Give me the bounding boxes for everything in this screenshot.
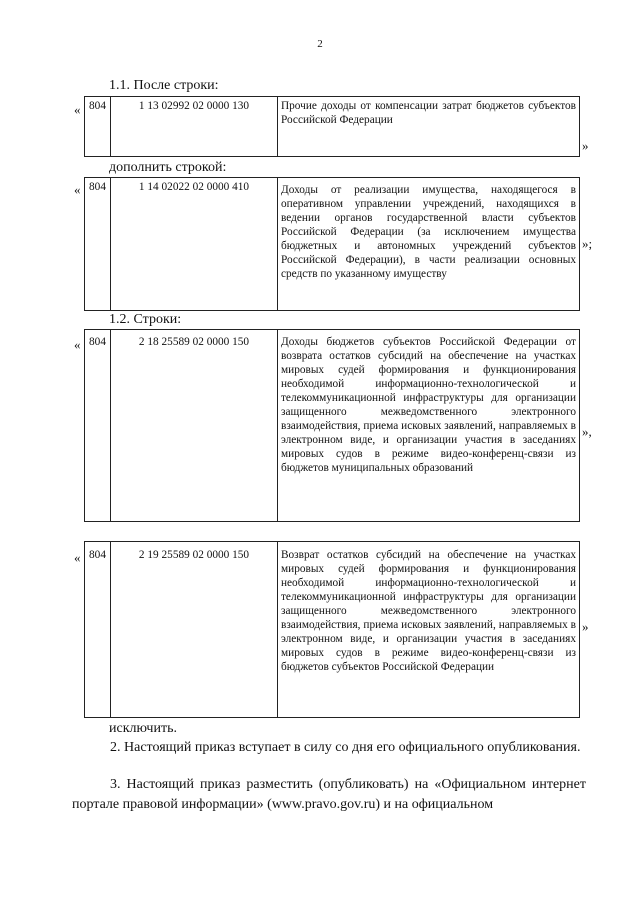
- add-row-heading: дополнить строкой:: [109, 160, 227, 175]
- income-name-cell: Доходы бюджетов субъектов Российской Федерации от возврата остатков субсидий на обеспечение на участках мировых судей формирования и функционирования необходимой информационно-технологической и телекоммуникационной инфраструктуры для организации защищенного межведомственного электронного взаимодействия, приема исковых заявлений, направляемых в электронном виде, и организации участия в заседаниях мировых судов в режиме видео-конференц-связи из бюджетов муниципальных образований: [278, 330, 580, 522]
- income-name-cell: Возврат остатков субсидий на обеспечение на участках мировых судей формирования и функционирования необходимой информационно-технологической и телекоммуникационной инфраструктуры для организации защищенного межведомственного электронного взаимодействия, приема исковых заявлений, направляемых в электронном виде, и организации участия в заседаниях мировых судов в режиме видео-конференц-связи из бюджетов субъектов Российской Федерации: [278, 542, 580, 718]
- close-quote: »: [582, 138, 589, 153]
- section-1-2-heading: 1.2. Строки:: [109, 312, 182, 327]
- admin-code-cell: 804: [85, 330, 111, 522]
- page-number: 2: [317, 38, 323, 50]
- section-1-1-heading: 1.1. После строки:: [109, 78, 219, 93]
- admin-code-cell: 804: [85, 542, 111, 718]
- open-quote: «: [74, 102, 81, 117]
- open-quote: «: [74, 550, 81, 565]
- paragraph-2: [72, 738, 586, 758]
- classification-code-cell: 2 18 25589 02 0000 150: [111, 330, 278, 522]
- open-quote: «: [74, 182, 81, 197]
- table-row: [85, 542, 580, 718]
- close-quote: »,: [582, 424, 592, 439]
- income-name-cell: Прочие доходы от компенсации затрат бюджетов субъектов Российской Федерации: [278, 97, 580, 157]
- classification-code-cell: 1 13 02992 02 0000 130: [111, 97, 278, 157]
- budget-row-table: [84, 177, 580, 311]
- budget-row-table: [84, 96, 580, 157]
- table-row: [85, 97, 580, 157]
- income-name-cell: Доходы от реализации имущества, находящегося в оперативном управлении учреждений, находящихся в ведении органов государственной власти субъектов Российской Федерации (за исключением имущества бюджетных и автономных учреждений субъектов Российской Федерации), в части реализации основных средств по указанному имуществу: [278, 178, 580, 311]
- paragraph-2-text: 2. Настоящий приказ вступает в силу со дня его официального опубликования.: [110, 740, 581, 755]
- paragraph-3: [72, 775, 586, 815]
- close-quote: »;: [582, 236, 593, 251]
- open-quote: «: [74, 337, 81, 352]
- classification-code-cell: 1 14 02022 02 0000 410: [111, 178, 278, 311]
- close-quote: »: [582, 619, 589, 634]
- exclude-text: исключить.: [109, 721, 177, 736]
- budget-row-table: [84, 329, 580, 522]
- admin-code-cell: 804: [85, 178, 111, 311]
- table-row: [85, 178, 580, 311]
- table-row: [85, 330, 580, 522]
- budget-row-table: [84, 541, 580, 718]
- classification-code-cell: 2 19 25589 02 0000 150: [111, 542, 278, 718]
- paragraph-3-text: 3. Настоящий приказ разместить (опубликовать) на «Официальном интернет портале правовой информации» (www.pravo.gov.ru) и на официальном: [72, 777, 586, 812]
- admin-code-cell: 804: [85, 97, 111, 157]
